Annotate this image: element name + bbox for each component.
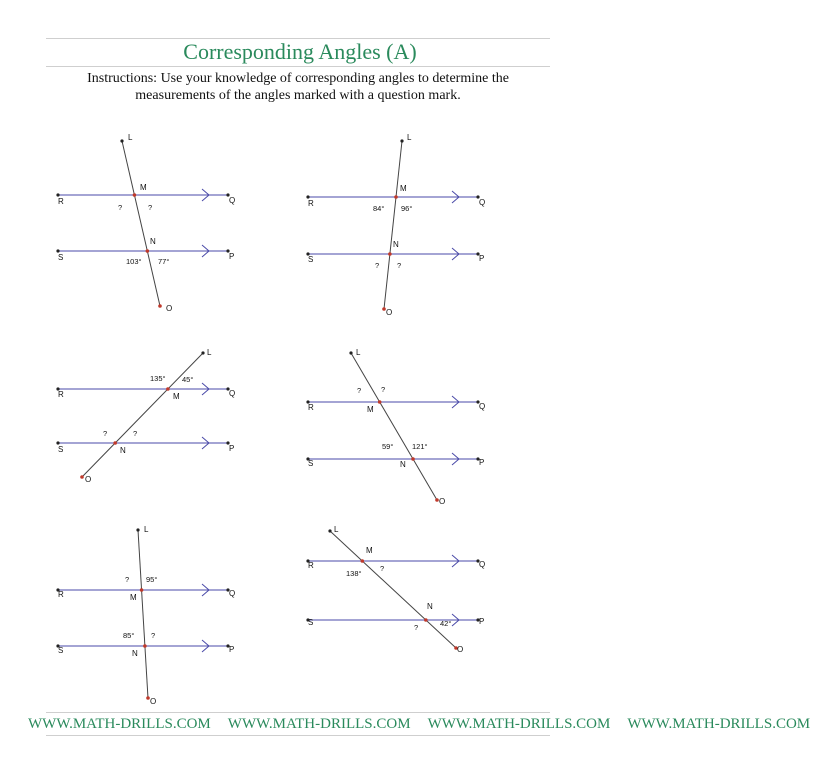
figure-6	[306, 525, 485, 654]
point-label-l: L	[356, 348, 361, 357]
angle-label-m-right: ?	[380, 564, 385, 573]
point-label-l: L	[144, 525, 149, 534]
angle-label-m-left: 138°	[346, 569, 362, 578]
point-label-m: M	[366, 546, 373, 555]
point-label-q: Q	[479, 402, 486, 411]
angle-label-n-right: 42°	[440, 619, 452, 628]
intersection-point-n	[388, 252, 392, 256]
angle-label-m-right: 95°	[146, 575, 158, 584]
point-label-o: O	[150, 697, 157, 706]
intersection-point-m	[133, 193, 137, 197]
point-label-l: L	[334, 525, 339, 534]
point-label-r: R	[58, 197, 64, 206]
angle-label-m-left: 135°	[150, 374, 166, 383]
endpoint-dot	[120, 139, 123, 142]
angle-label-n-left: ?	[414, 623, 419, 632]
angle-label-n-right: ?	[133, 429, 138, 438]
point-label-s: S	[308, 255, 314, 264]
point-label-s: S	[58, 253, 64, 262]
endpoint-dot	[400, 139, 403, 142]
intersection-point-m	[361, 559, 365, 563]
point-label-r: R	[58, 590, 64, 599]
point-label-m: M	[173, 392, 180, 401]
angle-label-m-right: ?	[148, 203, 153, 212]
point-label-p: P	[229, 444, 235, 453]
endpoint-dot	[201, 351, 204, 354]
endpoint-dot	[136, 528, 139, 531]
point-label-q: Q	[479, 560, 486, 569]
transversal-line	[138, 530, 148, 698]
point-label-s: S	[308, 459, 314, 468]
point-label-r: R	[308, 199, 314, 208]
intersection-point-m	[394, 195, 398, 199]
endpoint-dot	[349, 351, 352, 354]
point-label-n: N	[120, 446, 126, 455]
point-label-n: N	[132, 649, 138, 658]
point-label-p: P	[479, 458, 485, 467]
transversal-line	[384, 141, 402, 309]
point-label-n: N	[150, 237, 156, 246]
footer-rule-top	[46, 712, 550, 713]
angle-label-m-left: ?	[118, 203, 123, 212]
point-label-r: R	[308, 403, 314, 412]
point-label-m: M	[400, 184, 407, 193]
point-label-q: Q	[479, 198, 486, 207]
footer-url: WWW.MATH-DRILLS.COM	[427, 716, 611, 732]
intersection-point-n	[146, 249, 150, 253]
intersection-point-n	[411, 457, 415, 461]
footer-url: WWW.MATH-DRILLS.COM	[627, 716, 811, 732]
intersection-point-n	[143, 644, 147, 648]
point-label-p: P	[479, 254, 485, 263]
figure-5	[56, 525, 235, 706]
point-label-m: M	[130, 593, 137, 602]
angle-label-n-right: ?	[151, 631, 156, 640]
endpoint-dot	[80, 475, 84, 479]
point-label-o: O	[457, 645, 464, 654]
transversal-line	[351, 353, 437, 500]
point-label-o: O	[166, 304, 173, 313]
point-label-q: Q	[229, 389, 236, 398]
transversal-line	[122, 141, 160, 306]
point-label-l: L	[407, 133, 412, 142]
point-label-m: M	[367, 405, 374, 414]
point-label-p: P	[229, 252, 235, 261]
angle-label-n-left: 103°	[126, 257, 142, 266]
footer-watermark	[28, 714, 811, 734]
angle-label-m-right: 96°	[401, 204, 413, 213]
transversal-line	[82, 353, 203, 477]
angle-label-m-right: 45°	[182, 375, 194, 384]
point-label-l: L	[128, 133, 133, 142]
point-label-n: N	[393, 240, 399, 249]
point-label-n: N	[400, 460, 406, 469]
angle-label-n-left: 59°	[382, 442, 394, 451]
figure-2	[306, 133, 485, 317]
transversal-line	[330, 531, 456, 648]
angle-label-n-left: 85°	[123, 631, 135, 640]
angle-label-m-left: 84°	[373, 204, 385, 213]
angle-label-m-left: ?	[125, 575, 130, 584]
worksheet-title: Corresponding Angles (A)	[183, 39, 417, 64]
footer-rule-bottom	[46, 735, 550, 736]
point-label-p: P	[479, 617, 485, 626]
intersection-point-m	[378, 400, 382, 404]
footer-url: WWW.MATH-DRILLS.COM	[28, 716, 211, 732]
point-label-p: P	[229, 645, 235, 654]
angle-label-n-right: 121°	[412, 442, 428, 451]
endpoint-dot	[328, 529, 331, 532]
intersection-point-n	[424, 618, 428, 622]
angle-label-m-left: ?	[357, 386, 362, 395]
point-label-s: S	[58, 646, 64, 655]
point-label-s: S	[308, 618, 314, 627]
angle-label-m-right: ?	[381, 385, 386, 394]
point-label-o: O	[439, 497, 446, 506]
instructions: Instructions: Use your knowledge of corresponding angles to determine the measurements of the angles marked with a question mark.	[87, 71, 509, 103]
angle-label-n-left: ?	[375, 261, 380, 270]
intersection-point-n	[113, 441, 117, 445]
point-label-o: O	[386, 308, 393, 317]
footer-url: WWW.MATH-DRILLS.COM	[227, 716, 411, 732]
angle-label-n-left: ?	[103, 429, 108, 438]
figure-4	[306, 348, 485, 506]
angle-label-n-right: 77°	[158, 257, 170, 266]
point-label-m: M	[140, 183, 147, 192]
endpoint-dot	[158, 304, 162, 308]
point-label-s: S	[58, 445, 64, 454]
point-label-r: R	[58, 390, 64, 399]
point-label-q: Q	[229, 196, 236, 205]
point-label-l: L	[207, 348, 212, 357]
intersection-point-m	[140, 588, 144, 592]
point-label-q: Q	[229, 589, 236, 598]
figure-1	[56, 133, 235, 313]
figure-3	[56, 348, 235, 484]
point-label-r: R	[308, 561, 314, 570]
angle-label-n-right: ?	[397, 261, 402, 270]
point-label-o: O	[85, 475, 92, 484]
intersection-point-m	[166, 387, 170, 391]
point-label-n: N	[427, 602, 433, 611]
